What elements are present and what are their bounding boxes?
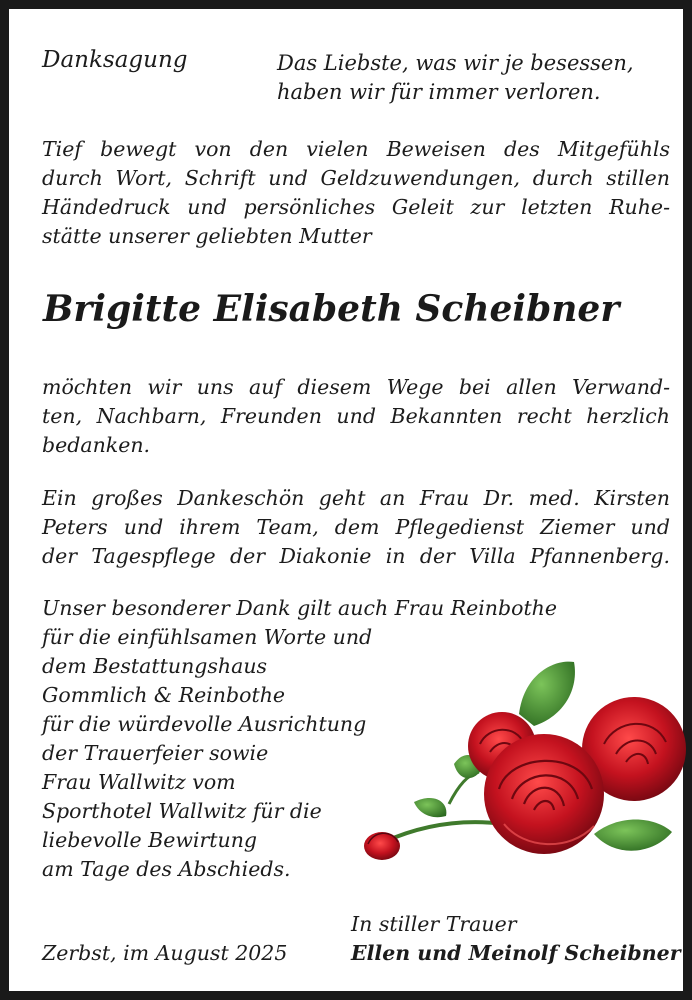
deceased-name: Brigitte Elisabeth Scheibner [43, 288, 620, 330]
place-date: Zerbst, im August 2025 [42, 941, 288, 965]
further-thanks-line-1: Unser besonderer Dank gilt auch Frau Reinbothe [42, 596, 558, 620]
further-thanks-line-2: für die einfühlsamen Worte und [42, 625, 373, 649]
red-roses-image [354, 654, 692, 874]
mourning-phrase: In stiller Trauer [351, 912, 517, 936]
signatories: Ellen und Meinolf Scheibner [351, 941, 681, 965]
quote-line-1: Das Liebste, was wir je besessen, [277, 51, 634, 75]
intro-line-1: Tief bewegt von den vielen Beweisen des Mitgefühls [42, 137, 670, 161]
further-thanks-line-7: Frau Wallwitz vom [42, 770, 236, 794]
further-thanks-line-5: für die würdevolle Ausrichtung [42, 712, 367, 736]
special-thanks-line-3: der Tagespflege der Diakonie in der Villa Pfannenberg. [42, 544, 670, 568]
intro-line-2: durch Wort, Schrift und Geldzuwendungen, durch stillen [42, 166, 670, 190]
thanks-line-2: ten, Nachbarn, Freunden und Bekannten recht herzlich [42, 404, 670, 428]
special-thanks-line-2: Peters und ihrem Team, dem Pflegedienst Ziemer und [42, 515, 670, 539]
notice-heading: Danksagung [42, 47, 188, 73]
further-thanks-line-3: dem Bestattungshaus [42, 654, 268, 678]
quote-line-2: haben wir für immer verloren. [277, 80, 601, 104]
further-thanks-line-4: Gommlich & Reinbothe [42, 683, 286, 707]
thanks-line-1: möchten wir uns auf diesem Wege bei allen Verwand- [42, 375, 670, 399]
intro-line-3: Händedruck und persönliches Geleit zur letzten Ruhe- [42, 195, 670, 219]
further-thanks-line-9: liebevolle Bewirtung [42, 828, 258, 852]
further-thanks-line-8: Sporthotel Wallwitz für die [42, 799, 322, 823]
intro-line-4: stätte unserer geliebten Mutter [42, 224, 372, 248]
special-thanks-line-1: Ein großes Dankeschön geht an Frau Dr. med. Kirsten [42, 486, 670, 510]
further-thanks-line-10: am Tage des Abschieds. [42, 857, 291, 881]
further-thanks-line-6: der Trauerfeier sowie [42, 741, 269, 765]
thanks-line-3: bedanken. [42, 433, 151, 457]
